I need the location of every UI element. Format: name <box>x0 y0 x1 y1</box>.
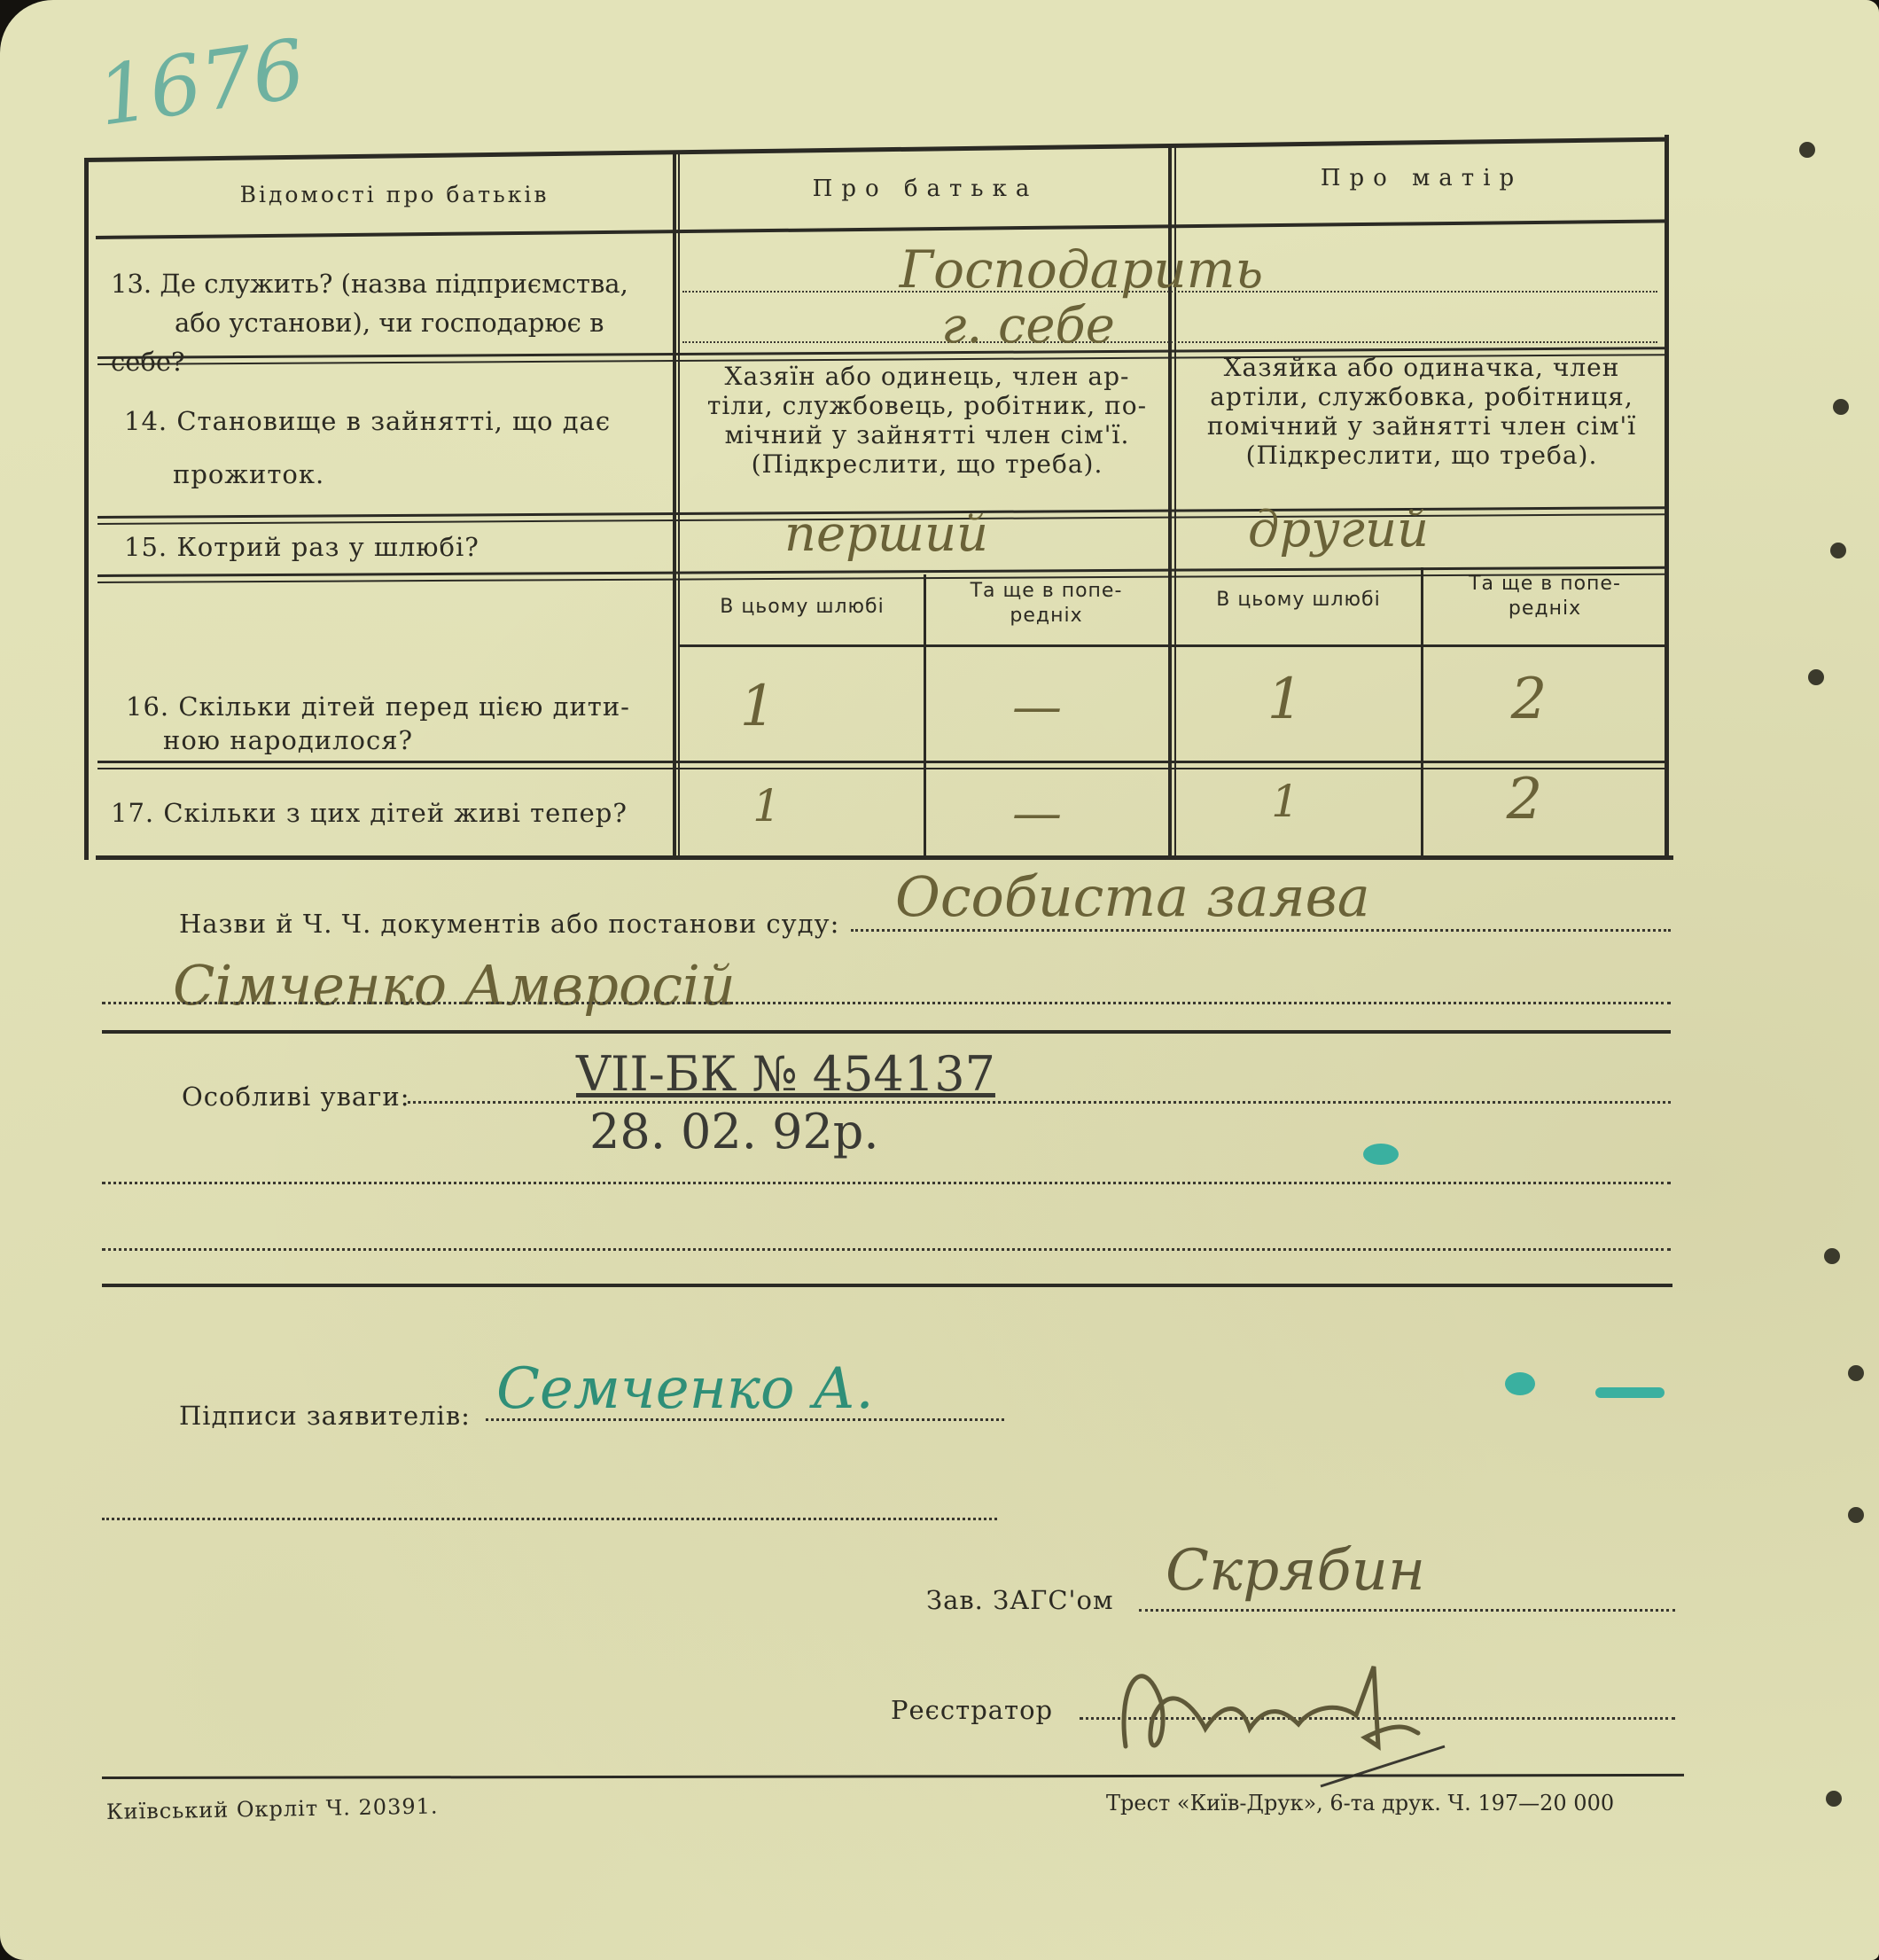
row14-mother-line3: помічний у зайнятті член сім'ї <box>1206 411 1637 441</box>
subcolumn-divider-mother <box>1421 567 1423 856</box>
punch-hole <box>1826 1791 1842 1807</box>
remarks-dotline-2 <box>102 1182 1671 1184</box>
table-border-right <box>1665 135 1669 860</box>
ink-blot <box>1505 1372 1535 1395</box>
row15-question-text: Котрий раз у шлюбі? <box>176 532 479 562</box>
row16-question-line2: ною народилося? <box>163 725 414 755</box>
row17-question <box>111 798 678 828</box>
row17-father-this: 1 <box>752 780 781 832</box>
row14-mother-line2: артіли, службовка, робітниця, <box>1210 382 1633 411</box>
row16-question-line1: Скільки дітей перед цією дити- <box>178 691 630 722</box>
documents-answer-line1: Особиста заява <box>895 864 1370 929</box>
punch-hole <box>1833 399 1849 415</box>
documents-label: Назви й Ч. Ч. документів або постанови суду: <box>179 909 840 939</box>
subheader-father-previous <box>929 579 1164 629</box>
subheader-father-this-marriage: В цьому шлюбі <box>720 596 885 618</box>
row13-father-answer-line1: Господарить <box>899 239 1264 300</box>
row16-mother-previous: 2 <box>1510 667 1548 732</box>
column-divider-1 <box>673 152 676 858</box>
documents-dotline-1 <box>851 929 1671 932</box>
remarks-rule <box>102 1284 1672 1287</box>
footer-left: Київський Окрліт Ч. 20391. <box>105 1793 439 1824</box>
row16-father-previous: — <box>1012 678 1062 736</box>
rule-subheader <box>678 644 1666 647</box>
row15-question <box>124 532 656 562</box>
documents-rule <box>102 1030 1671 1034</box>
applicants-signature: Семченко А. <box>496 1356 874 1422</box>
registrar-label: Реєстратор <box>891 1695 1054 1725</box>
row13-question-line2: або установи), чи господарює в себе? <box>111 308 604 377</box>
row16-number: 16. <box>126 691 170 722</box>
applicants-label: Підписи заявителів: <box>179 1401 471 1431</box>
rule-row16a <box>97 761 1666 763</box>
footer-right: Трест «Київ-Друк», 6-та друк. Ч. 197—20 000 <box>1106 1791 1615 1816</box>
head-registry-label: Зав. ЗАГС'ом <box>926 1585 1114 1615</box>
row14-father-line1: Хазяїн або одинець, член ар- <box>724 362 1130 391</box>
ink-blot <box>1595 1387 1665 1398</box>
row14-mother-line1: Хазяйка або одиначка, член <box>1223 353 1620 382</box>
row13-question-line1: Де служить? (назва підприємства, <box>160 269 628 299</box>
row14-mother-options <box>1179 353 1665 470</box>
row16-question <box>126 690 667 757</box>
subheader-mother-previous <box>1425 572 1665 621</box>
subheader-father-previous-line1: Та ще в попе- <box>970 580 1123 602</box>
subheader-mother-previous-line2: редніх <box>1508 597 1582 620</box>
rule-row16b <box>97 768 1666 769</box>
subheader-father-previous-line2: редніх <box>1010 605 1083 627</box>
row14-mother-line4: (Підкреслити, що треба). <box>1245 441 1598 470</box>
row14-father-line3: мічний у зайнятті член сім'ї. <box>724 420 1130 449</box>
row15-number: 15. <box>124 532 168 562</box>
row14-question <box>124 394 656 501</box>
documents-dotline-2 <box>102 1002 1671 1004</box>
table-border-left <box>84 158 89 860</box>
row14-question-line1: Становище в зайнятті, що дає <box>176 406 612 436</box>
punch-hole <box>1848 1507 1864 1523</box>
header-father: Про батька <box>812 176 1039 202</box>
remarks-dotline-3 <box>102 1248 1671 1251</box>
row16-mother-this: 1 <box>1267 667 1304 732</box>
subcolumn-divider-father <box>924 574 926 856</box>
table-border-bottom <box>96 855 1673 860</box>
row15-mother-answer: другий <box>1247 501 1430 558</box>
row14-father-options <box>684 362 1170 479</box>
row13-number: 13. <box>111 269 152 299</box>
remarks-label: Особливі уваги: <box>182 1082 410 1112</box>
subheader-mother-previous-line1: Та ще в попе- <box>1469 573 1621 595</box>
column-divider-1b <box>678 152 680 858</box>
row16-father-this: 1 <box>739 674 776 739</box>
registrar-signature <box>1108 1613 1462 1808</box>
rule-header <box>96 219 1669 239</box>
row17-mother-previous: 2 <box>1506 767 1543 832</box>
remarks-answer-line2: 28. 02. 92р. <box>589 1104 879 1160</box>
row14-question-line2: прожиток. <box>173 459 325 489</box>
punch-hole <box>1830 543 1846 558</box>
row17-father-previous: — <box>1012 785 1062 842</box>
header-parents-info: Відомості про батьків <box>239 182 550 207</box>
punch-hole <box>1824 1248 1840 1264</box>
row13-father-answer-line2: г. себе <box>941 297 1115 355</box>
head-registry-dotline <box>1139 1609 1675 1612</box>
row13-question <box>111 264 678 381</box>
remarks-answer-line1: VII-БК № 454137 <box>576 1046 995 1102</box>
row17-number: 17. <box>111 798 155 828</box>
punch-hole <box>1848 1365 1864 1381</box>
head-registry-signature: Скрябин <box>1166 1538 1425 1604</box>
punch-hole <box>1799 142 1815 158</box>
documents-answer-line2: Сімченко Амвросій <box>173 953 736 1018</box>
row17-mother-this: 1 <box>1271 776 1299 827</box>
row14-number: 14. <box>124 406 168 436</box>
row15-father-answer: перший <box>784 505 989 563</box>
row14-father-line2: тіли, службовець, робітник, по- <box>706 391 1148 420</box>
header-mother: Про матір <box>1320 165 1524 191</box>
row17-question-text: Скільки з цих дітей живі тепер? <box>163 798 628 828</box>
archive-mark: 1676 <box>91 21 311 144</box>
applicants-dotline-2 <box>102 1518 997 1520</box>
subheader-mother-this-marriage: В цьому шлюбі <box>1216 589 1381 611</box>
ink-blot <box>1363 1144 1399 1165</box>
row14-father-line4: (Підкреслити, що треба). <box>751 449 1103 479</box>
punch-hole <box>1808 669 1824 685</box>
table-border-top <box>84 137 1669 162</box>
